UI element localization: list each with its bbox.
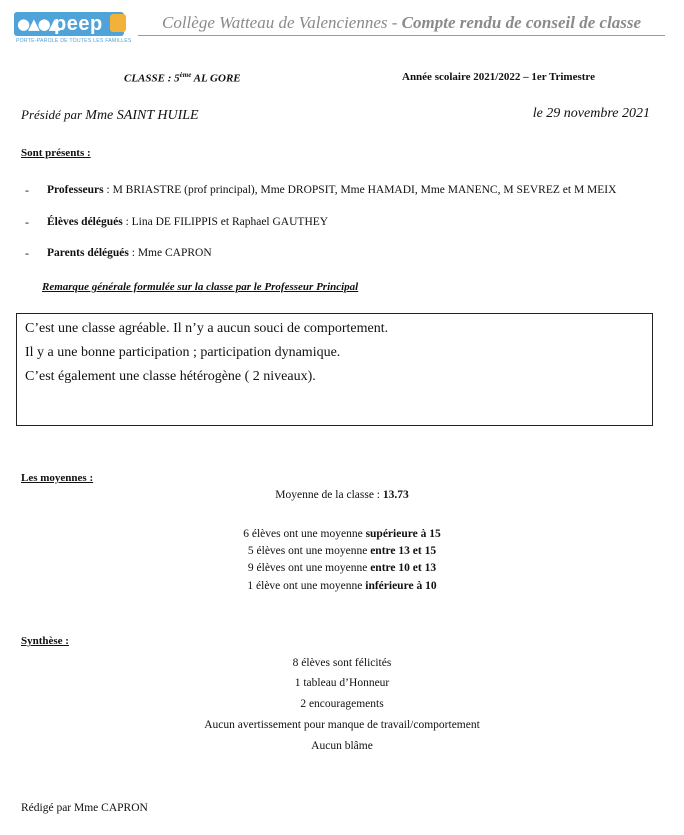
bullet-dash: - bbox=[25, 215, 29, 229]
synthese-item: Aucun blâme bbox=[311, 740, 373, 752]
class-average-label: Moyenne de la classe : bbox=[275, 489, 383, 501]
synthese-item: 2 encouragements bbox=[300, 698, 384, 710]
meeting-date: le 29 novembre 2021 bbox=[532, 106, 650, 121]
presents-item-label: Élèves délégués bbox=[47, 216, 123, 228]
class-average bbox=[0, 489, 684, 501]
document-title bbox=[162, 13, 641, 33]
remark-title: Remarque générale formulée sur la classe par le Professeur Principal bbox=[42, 281, 359, 293]
average-row bbox=[0, 528, 684, 540]
average-row-range: supérieure à 15 bbox=[365, 528, 441, 540]
header-divider bbox=[138, 35, 665, 36]
average-row-text: 6 élèves ont une moyenne bbox=[243, 528, 366, 540]
presents-item-parents bbox=[47, 247, 212, 259]
logo-wordmark: peep bbox=[54, 13, 103, 35]
synthese-item: 1 tableau d’Honneur bbox=[294, 677, 390, 689]
remark-box bbox=[16, 313, 653, 426]
average-row bbox=[0, 562, 684, 574]
title-school: Collège Watteau de Valenciennes - bbox=[162, 13, 402, 32]
title-report: Compte rendu de conseil de classe bbox=[401, 13, 642, 32]
presents-item-text: : Lina DE FILIPPIS et Raphael GAUTHEY bbox=[122, 216, 329, 228]
written-by: Rédigé par Mme CAPRON bbox=[21, 802, 148, 814]
presents-item-eleves bbox=[47, 216, 328, 228]
presents-item-professeurs bbox=[47, 184, 616, 196]
remark-line: Il y a une bonne participation ; participation dynamique. bbox=[25, 345, 341, 360]
average-row-range: inférieure à 10 bbox=[365, 580, 437, 592]
average-row-range: entre 13 et 15 bbox=[370, 545, 437, 557]
presents-item-text: : Mme CAPRON bbox=[128, 247, 212, 259]
presents-item-label: Professeurs bbox=[47, 184, 104, 196]
logo-badge-icon bbox=[110, 14, 126, 32]
synthese-item: 8 élèves sont félicités bbox=[292, 657, 392, 669]
moyennes-heading: Les moyennes : bbox=[21, 472, 94, 484]
peep-logo bbox=[14, 12, 132, 48]
school-year: Année scolaire 2021/2022 – 1er Trimestre bbox=[402, 71, 595, 83]
class-superscript: ème bbox=[179, 71, 192, 79]
presided-name: Mme SAINT HUILE bbox=[85, 108, 199, 123]
class-prefix: CLASSE : 5 bbox=[124, 72, 180, 85]
class-name: AL GORE bbox=[191, 72, 241, 85]
average-row-text: 9 élèves ont une moyenne bbox=[247, 562, 371, 574]
synthese-heading: Synthèse : bbox=[21, 635, 69, 647]
bullet-dash: - bbox=[25, 183, 29, 197]
class-label bbox=[124, 71, 241, 85]
average-row-text: 5 élèves ont une moyenne bbox=[247, 545, 371, 557]
presided-by bbox=[21, 107, 199, 124]
bullet-dash: - bbox=[25, 246, 29, 260]
class-average-value: 13.73 bbox=[382, 489, 409, 501]
synthese-item: Aucun avertissement pour manque de travail/comportement bbox=[204, 719, 480, 731]
presents-item-text: : M BRIASTRE (prof principal), Mme DROPSIT, Mme HAMADI, Mme MANENC, M SEVREZ et M MEIX bbox=[103, 184, 617, 196]
people-icon: ●▲●▲ bbox=[17, 15, 59, 33]
remark-line: C’est une classe agréable. Il n’y a aucun souci de comportement. bbox=[25, 321, 389, 336]
average-row-text: 1 élève ont une moyenne bbox=[247, 580, 366, 592]
presents-item-label: Parents délégués bbox=[47, 247, 129, 259]
logo-tagline: PORTE-PAROLE DE TOUTES LES FAMILLES bbox=[16, 38, 132, 44]
average-row-range: entre 10 et 13 bbox=[370, 562, 437, 574]
presided-prefix: Présidé par bbox=[21, 107, 86, 122]
presents-heading: Sont présents : bbox=[21, 147, 91, 159]
average-row bbox=[0, 545, 684, 557]
remark-line: C’est également une classe hétérogène ( 2 niveaux). bbox=[25, 369, 316, 384]
average-row bbox=[0, 580, 684, 592]
